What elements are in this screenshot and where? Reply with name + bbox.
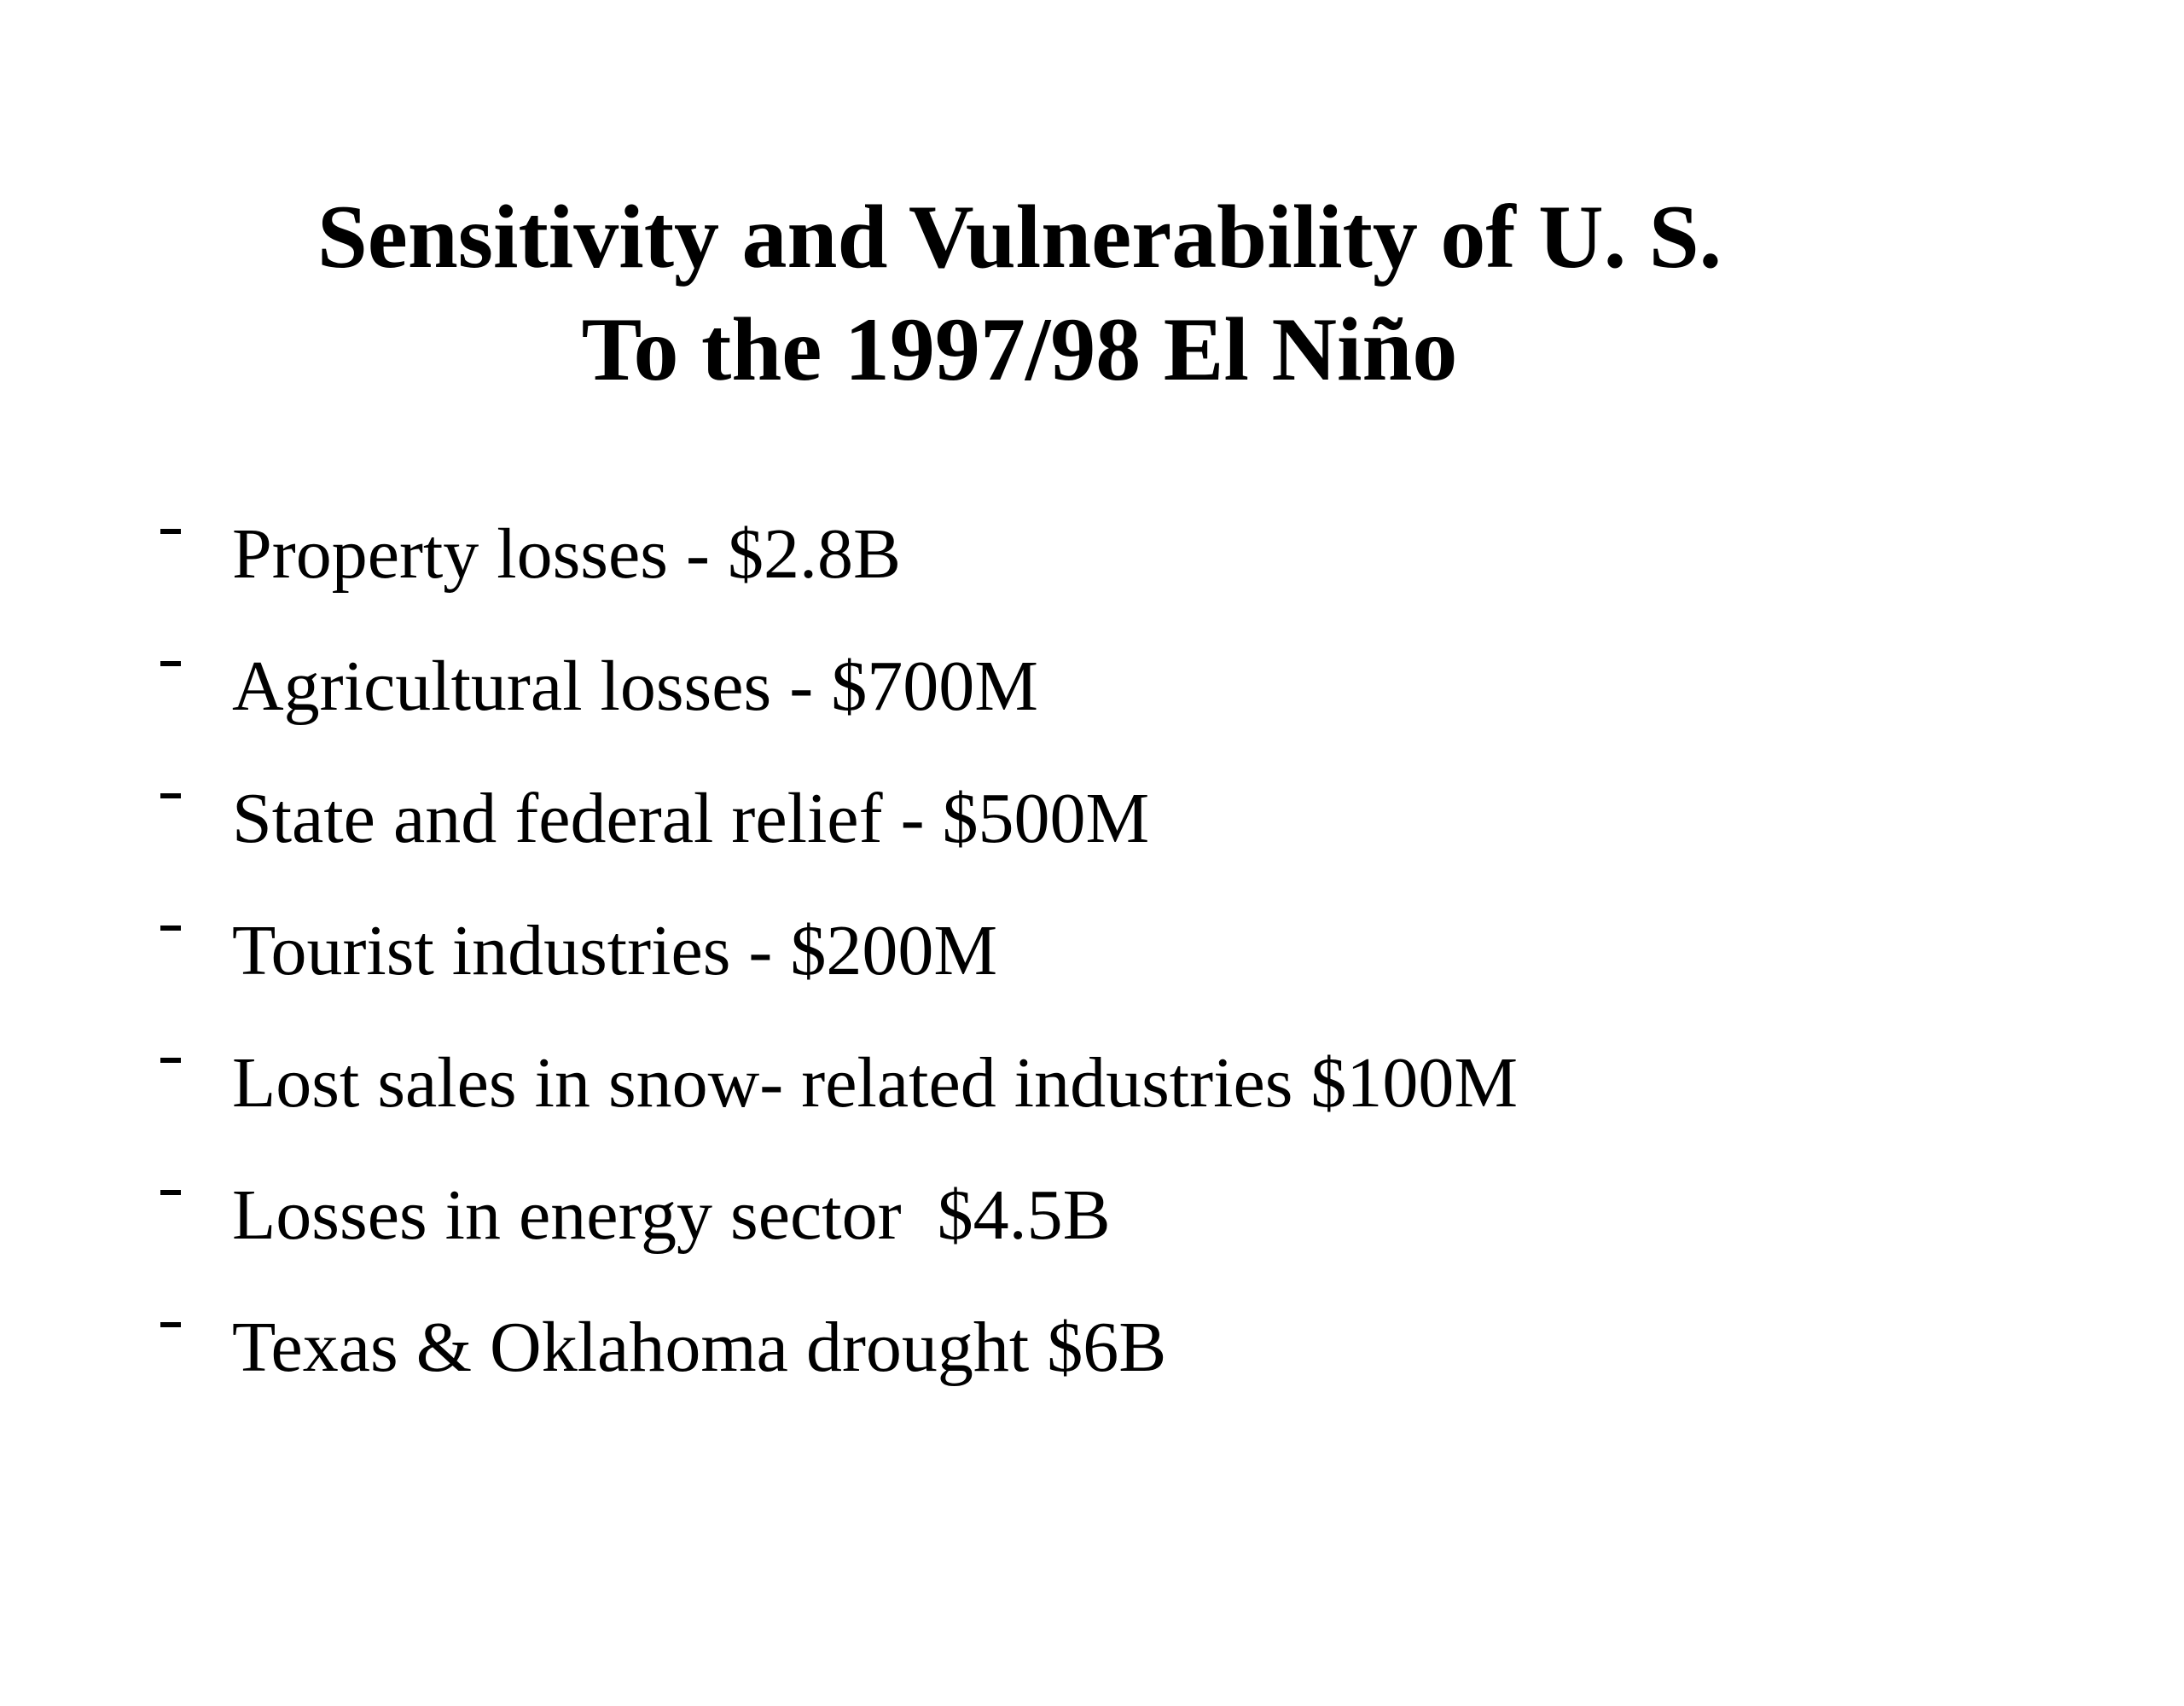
dash-bullet-icon (160, 793, 181, 798)
bullet-text: Texas & Oklahoma drought $6B (232, 1308, 1167, 1387)
dash-bullet-icon (160, 1190, 181, 1195)
dash-bullet-icon (160, 661, 181, 666)
dash-bullet-icon (160, 529, 181, 534)
bullet-text: Property losses - $2.8B (232, 514, 901, 594)
slide-title (0, 181, 2039, 406)
list-item (160, 503, 901, 635)
title-line-1: Sensitivity and Vulnerability of U. S. (317, 187, 1722, 287)
bullet-list (160, 503, 1519, 1429)
dash-bullet-icon (160, 926, 181, 931)
list-item (160, 900, 998, 1032)
dash-bullet-icon (160, 1058, 181, 1063)
bullet-text: Lost sales in snow- related industries $100M (232, 1043, 1519, 1123)
title-line-2: To the 1997/98 El Niño (581, 299, 1458, 399)
list-item (160, 1164, 1111, 1297)
bullet-text: Agricultural losses - $700M (232, 647, 1038, 726)
bullet-text: Losses in energy sector $4.5B (232, 1175, 1111, 1255)
list-item (160, 1032, 1519, 1164)
bullet-text: State and federal relief - $500M (232, 779, 1150, 858)
list-item (160, 1297, 1167, 1429)
list-item (160, 768, 1150, 900)
bullet-text: Tourist industries - $200M (232, 911, 998, 990)
dash-bullet-icon (160, 1322, 181, 1327)
list-item (160, 635, 1038, 768)
